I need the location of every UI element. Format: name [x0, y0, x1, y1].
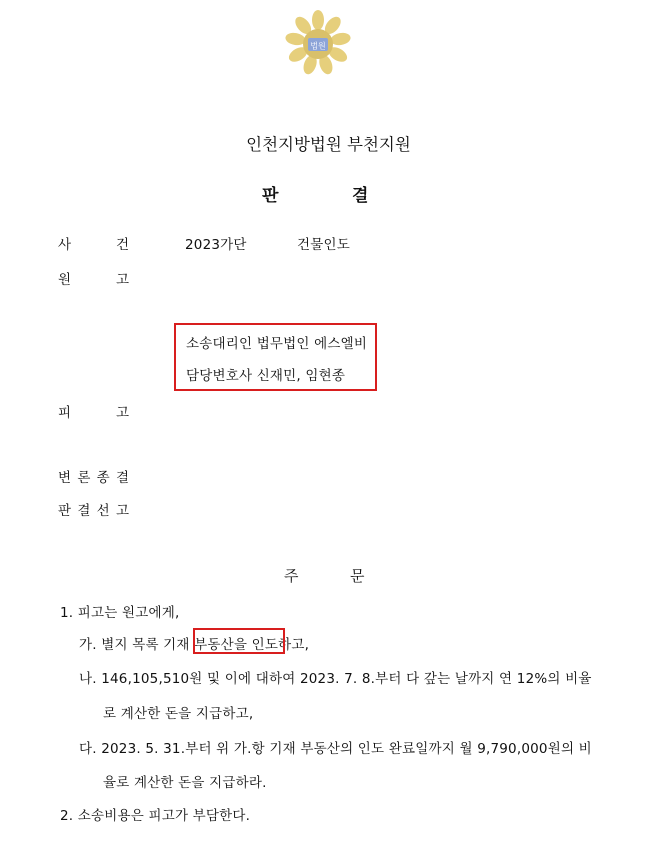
order-item-1c-line-2: 율로 계산한 돈을 지급하라.	[103, 775, 267, 791]
doc-title-char-1: 판	[262, 186, 279, 206]
doc-title-char-2: 결	[352, 186, 369, 206]
order-item-1b-line-1: 나. 146,105,510원 및 이에 대하여 2023. 7. 8.부터 다 갚는 날까지 연 12%의 비율	[79, 671, 592, 687]
order-heading-char-2: 문	[350, 567, 365, 585]
order-item-2: 2. 소송비용은 피고가 부담한다.	[60, 808, 251, 824]
delivery-highlight-box	[193, 628, 285, 654]
case-number: 2023가단	[185, 237, 247, 253]
closing-label: 변 론 종 결	[58, 470, 131, 486]
plaintiff-counsel-attorneys: 담당변호사 신재민, 임현종	[186, 368, 346, 384]
order-item-1a-prefix: 가. 별지 목록 기재	[79, 637, 195, 653]
case-name: 건물인도	[297, 237, 350, 253]
order-item-1b-line-2: 로 계산한 돈을 지급하고,	[103, 706, 254, 722]
court-name: 인천지방법원 부천지원	[246, 135, 411, 154]
court-emblem-icon	[283, 8, 353, 78]
emblem-text: 법원	[310, 41, 326, 51]
order-item-1: 1. 피고는 원고에게,	[60, 605, 180, 621]
plaintiff-counsel-firm: 소송대리인 법무법인 에스엘비	[186, 336, 368, 352]
plaintiff-label-char-2: 고	[116, 272, 130, 288]
sentence-label: 판 결 선 고	[58, 503, 131, 519]
defendant-label-char-2: 고	[116, 405, 130, 421]
defendant-label-char-1: 피	[58, 405, 72, 421]
order-item-1c-line-1: 다. 2023. 5. 31.부터 위 가.항 기재 부동산의 인도 완료일까지 월 9,790,000원의 비	[79, 741, 592, 757]
order-heading-char-1: 주	[284, 567, 299, 585]
plaintiff-label-char-1: 원	[58, 272, 72, 288]
order-item-1a-highlight: 부동산을 인도	[194, 637, 279, 653]
case-label-char-1: 사	[58, 237, 72, 253]
order-item-1a-suffix: 하고,	[278, 637, 310, 653]
case-label-char-2: 건	[116, 237, 130, 253]
